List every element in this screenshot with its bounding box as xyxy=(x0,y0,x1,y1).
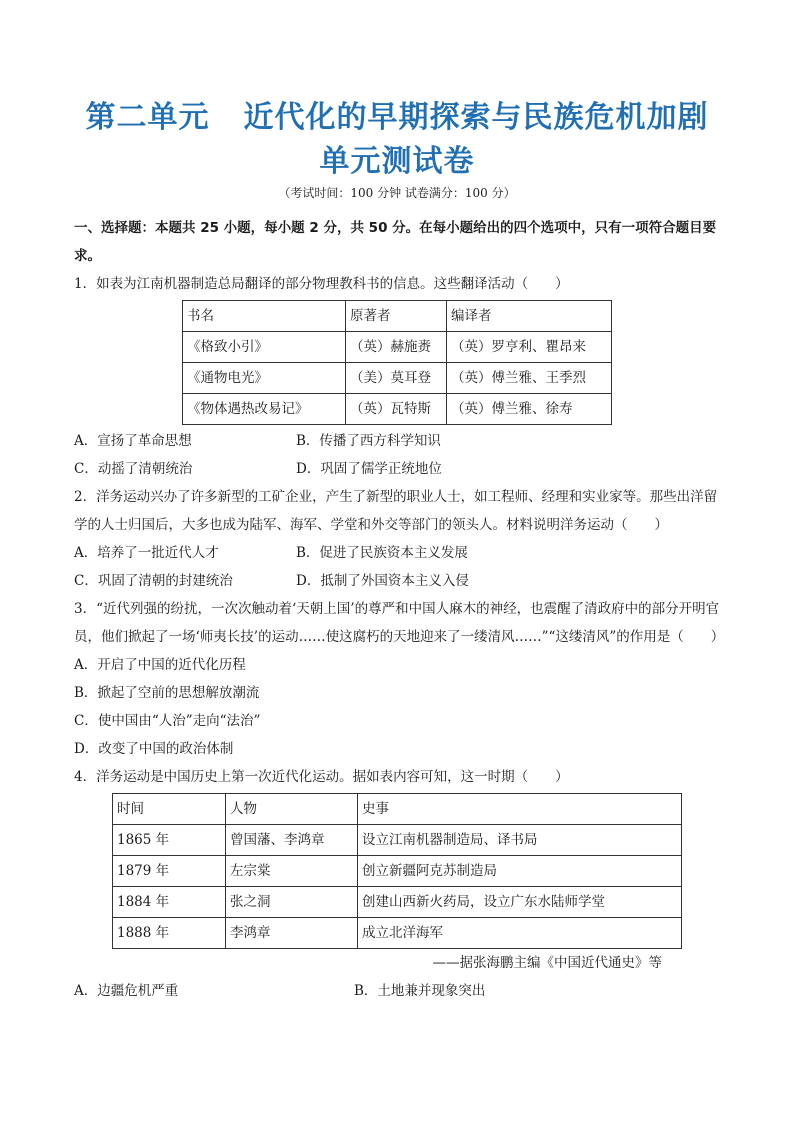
table-cell: 《通物电光》 xyxy=(183,363,346,394)
table-cell: 设立江南机器制造局、译书局 xyxy=(358,825,682,856)
option-c: C．动摇了清朝统治 xyxy=(74,461,193,477)
table-cell: （美）莫耳登 xyxy=(346,363,447,394)
unit-topic: 近代化的早期探索与民族危机加剧 xyxy=(243,100,709,135)
question-4-options-row xyxy=(74,977,724,1005)
option-a: A．宣扬了革命思想 xyxy=(74,433,192,449)
question-3-stem: 3．“近代列强的纷扰，一次次触动着‘天朝上国’的尊严和中国人麻木的神经，也震醒了清政府中的部分开明官员，他们掀起了一场‘师夷长技’的运动……使这腐朽的天地迎来了一缕清风……”“这缕清风”的作用是（ ） xyxy=(74,601,725,645)
table-source-citation: ——据张海鹏主编《中国近代通史》等 xyxy=(432,955,662,971)
table-header: 史事 xyxy=(358,794,682,825)
table-header: 人物 xyxy=(226,794,358,825)
table-header: 原著者 xyxy=(346,301,447,332)
table-cell: 成立北洋海军 xyxy=(358,918,682,949)
table-header-row xyxy=(113,794,682,825)
table-cell: 左宗棠 xyxy=(226,856,358,887)
exam-info: （考试时间：100 分钟 试卷满分：100 分） xyxy=(278,186,516,200)
table-cell: 1879 年 xyxy=(113,856,226,887)
table-row xyxy=(183,363,612,394)
option-b: B．土地兼并现象突出 xyxy=(354,983,486,999)
section-heading: 一、选择题：本题共 25 小题，每小题 2 分，共 50 分。在每小题给出的四个选项中，只有一项符合题目要求。 xyxy=(74,220,717,264)
option-b: B．促进了民族资本主义发展 xyxy=(296,545,468,561)
unit-label: 第二单元 xyxy=(85,100,210,135)
table-row xyxy=(113,887,682,918)
option-a: A．培养了一批近代人才 xyxy=(74,545,219,561)
question-1-options-row xyxy=(74,455,724,483)
page-title xyxy=(0,98,794,138)
table-cell: 曾国藩、李鸿章 xyxy=(226,825,358,856)
question-1-options-row xyxy=(74,427,724,455)
option-d: D．抵制了外国资本主义入侵 xyxy=(296,573,469,589)
question-2-options-row xyxy=(74,539,724,567)
option-b: B．掀起了空前的思想解放潮流 xyxy=(74,685,260,701)
table-header: 时间 xyxy=(113,794,226,825)
option-a: A．开启了中国的近代化历程 xyxy=(74,657,246,673)
table-cell: 《物体遇热改易记》 xyxy=(183,394,346,425)
table-cell: （英）傅兰雅、徐寿 xyxy=(447,394,612,425)
table-cell: 创建山西新火药局，设立广东水陆师学堂 xyxy=(358,887,682,918)
table-row xyxy=(183,394,612,425)
table-cell: 《格致小引》 xyxy=(183,332,346,363)
table-cell: 张之洞 xyxy=(226,887,358,918)
question-4-stem: 4．洋务运动是中国历史上第一次近代化运动。据如表内容可知，这一时期（ ） xyxy=(74,769,569,785)
table-row xyxy=(113,918,682,949)
question-2-options-row xyxy=(74,567,724,595)
table-header: 编译者 xyxy=(447,301,612,332)
option-a: A．边疆危机严重 xyxy=(74,983,179,999)
table-cell: （英）赫施赉 xyxy=(346,332,447,363)
table-row xyxy=(183,332,612,363)
table-cell: 创立新疆阿克苏制造局 xyxy=(358,856,682,887)
table-cell: （英）瓦特斯 xyxy=(346,394,447,425)
table-cell: （英）罗亨利、瞿昂来 xyxy=(447,332,612,363)
table-cell: 1884 年 xyxy=(113,887,226,918)
table-cell: 李鸿章 xyxy=(226,918,358,949)
table-cell: 1888 年 xyxy=(113,918,226,949)
table-row xyxy=(113,856,682,887)
option-d: D．改变了中国的政治体制 xyxy=(74,741,234,757)
question-2-stem: 2．洋务运动兴办了许多新型的工矿企业，产生了新型的职业人士，如工程师、经理和实业家等。那些出洋留学的人士归国后，大多也成为陆军、海军、学堂和外交等部门的领头人。材料说明洋务运动（ ） xyxy=(74,489,718,533)
option-b: B．传播了西方科学知识 xyxy=(296,433,441,449)
table-cell: 1865 年 xyxy=(113,825,226,856)
table-header-row xyxy=(183,301,612,332)
option-c: C．使中国由“人治”走向“法治” xyxy=(74,713,261,729)
table-row xyxy=(113,825,682,856)
question-1-stem: 1．如表为江南机器制造总局翻译的部分物理教科书的信息。这些翻译活动（ ） xyxy=(74,276,569,292)
question-1-table xyxy=(182,300,612,425)
option-d: D．巩固了儒学正统地位 xyxy=(296,461,442,477)
exam-content xyxy=(74,214,724,1005)
table-cell: （英）傅兰雅、王季烈 xyxy=(447,363,612,394)
page-subtitle-title: 单元测试卷 xyxy=(319,144,475,179)
option-c: C．巩固了清朝的封建统治 xyxy=(74,573,233,589)
table-header: 书名 xyxy=(183,301,346,332)
question-4-table xyxy=(112,793,682,949)
